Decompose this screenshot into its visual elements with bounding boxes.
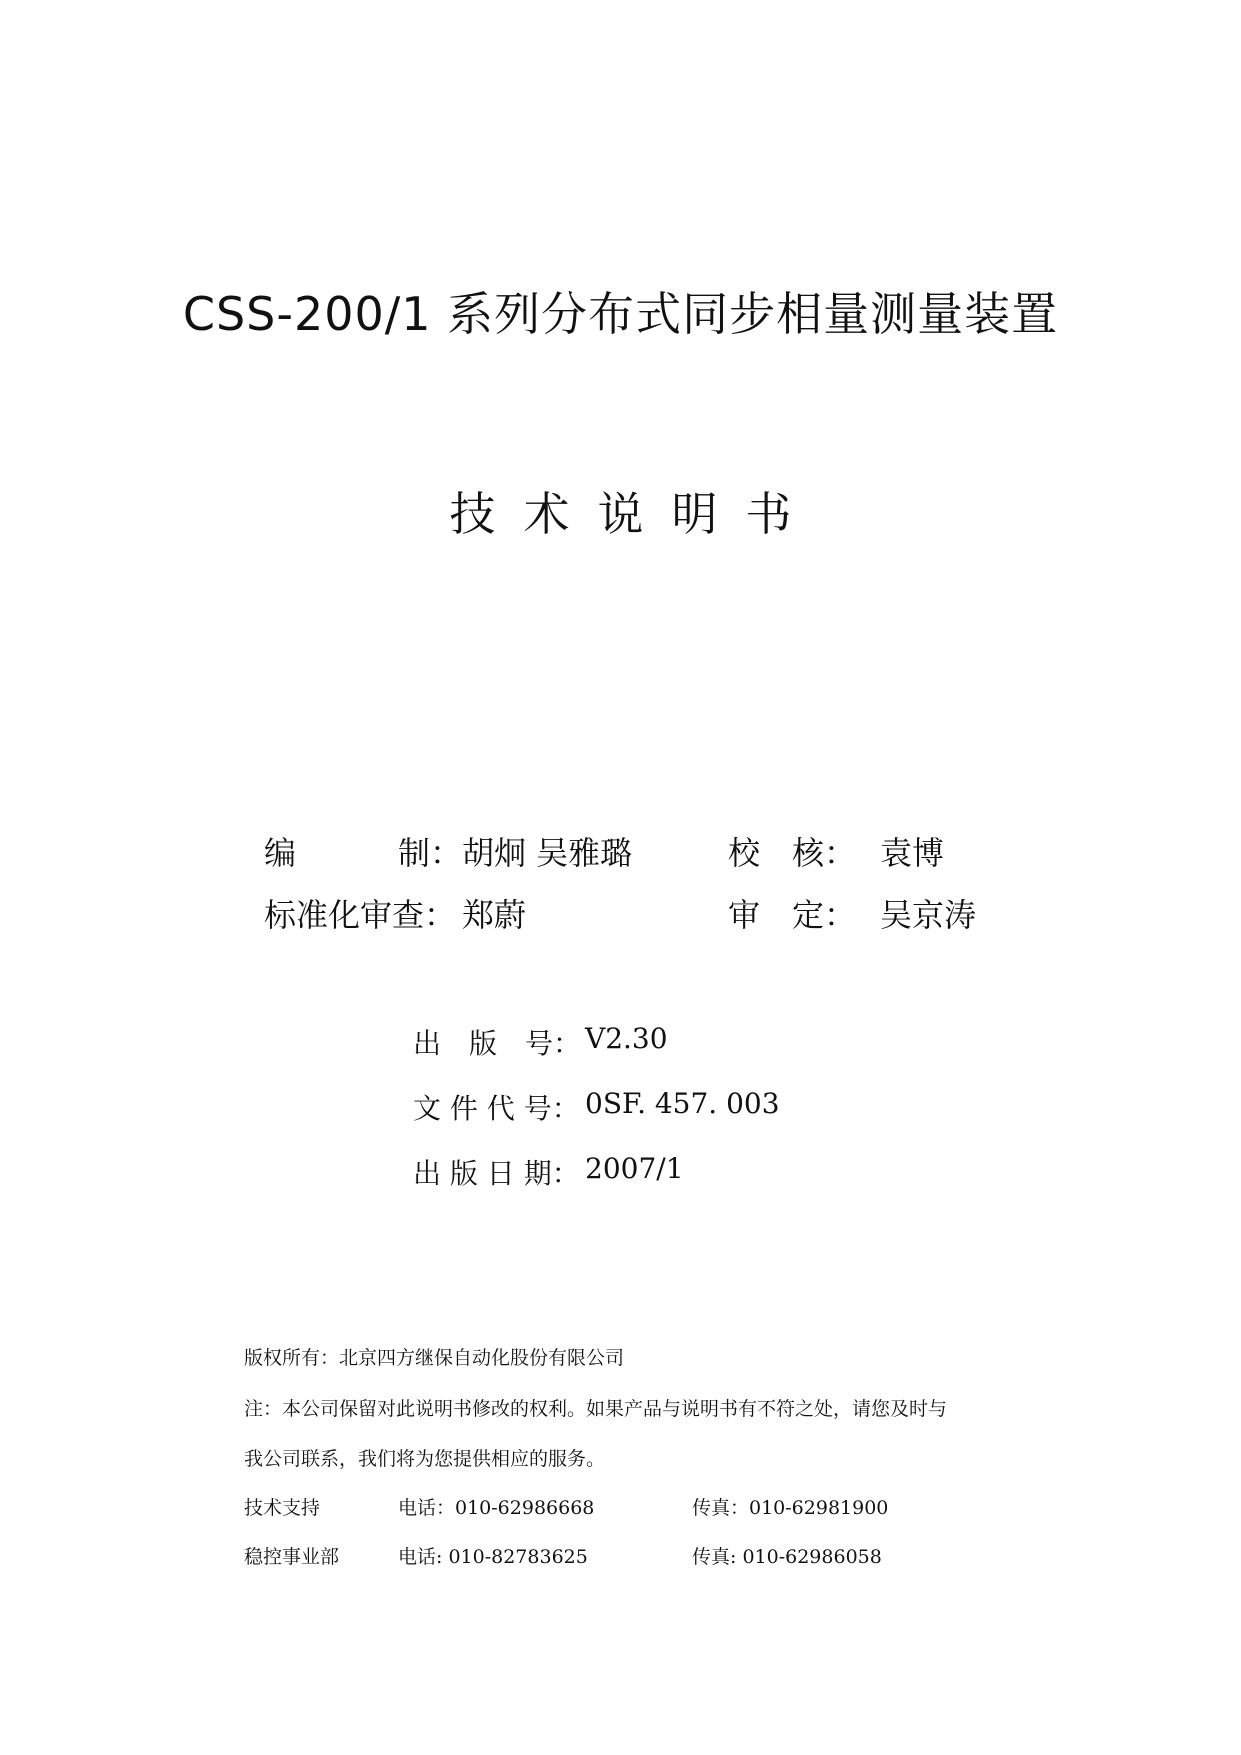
contact-dept-support: 技术支持 bbox=[244, 1497, 321, 1519]
doc-code-value: 0SF. 457. 003 bbox=[585, 1087, 780, 1120]
review-label: 校 核： bbox=[728, 834, 857, 872]
approve-label: 审 定： bbox=[728, 896, 857, 934]
review-value: 袁博 bbox=[880, 834, 945, 872]
edition-label: 出 版 号： bbox=[413, 1027, 582, 1060]
compile-label-a: 编 bbox=[264, 834, 297, 872]
standard-value: 郑蔚 bbox=[462, 896, 527, 934]
standard-label: 标准化审查： bbox=[264, 896, 457, 934]
document-subtitle: 技术说明书 bbox=[449, 487, 820, 541]
approve-value: 吴京涛 bbox=[880, 896, 977, 934]
copyright-text: 版权所有：北京四方继保自动化股份有限公司 bbox=[244, 1347, 625, 1369]
contact-dept-stability: 稳控事业部 bbox=[244, 1546, 340, 1568]
pub-date-label: 出 版 日 期： bbox=[413, 1157, 580, 1190]
note-line-2: 我公司联系，我们将为您提供相应的服务。 bbox=[244, 1448, 606, 1470]
compile-label-b: 制： bbox=[398, 834, 463, 872]
compile-value: 胡炯 吴雅璐 bbox=[462, 834, 633, 872]
contact-fax-support: 传真：010-62981900 bbox=[692, 1497, 889, 1519]
doc-code-label: 文 件 代 号： bbox=[413, 1092, 580, 1125]
contact-phone-stability: 电话: 010-82783625 bbox=[398, 1546, 588, 1568]
note-line-1: 注：本公司保留对此说明书修改的权利。如果产品与说明书有不符之处，请您及时与 bbox=[244, 1398, 948, 1420]
edition-value: V2.30 bbox=[585, 1022, 668, 1055]
contact-fax-stability: 传真: 010-62986058 bbox=[692, 1546, 882, 1568]
document-title: CSS-200/1 系列分布式同步相量测量装置 bbox=[182, 287, 1059, 341]
pub-date-value: 2007/1 bbox=[585, 1152, 684, 1185]
contact-phone-support: 电话：010-62986668 bbox=[398, 1497, 595, 1519]
